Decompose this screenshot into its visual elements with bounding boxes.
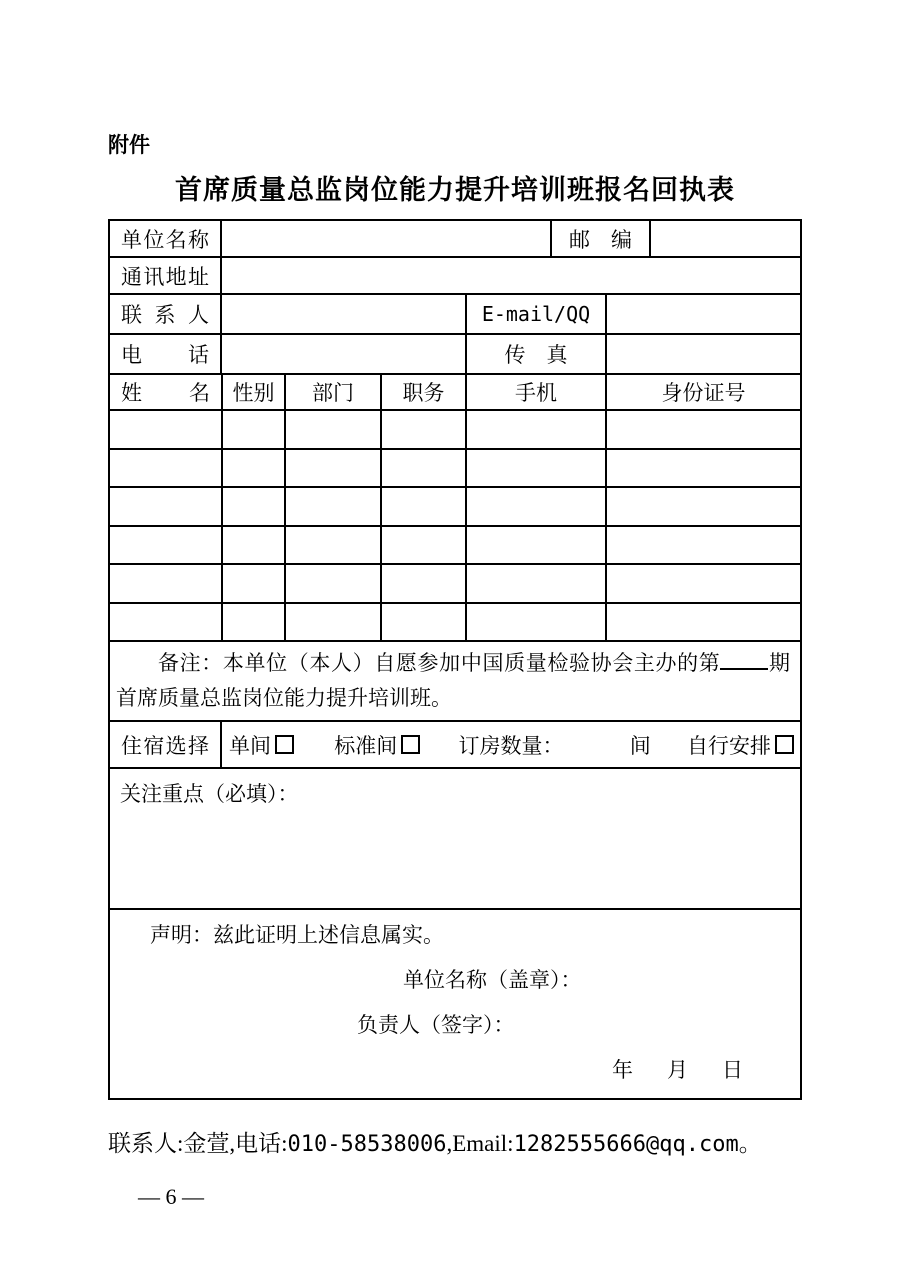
contact-person-field (220, 295, 465, 333)
roster-cell (380, 450, 465, 487)
contact-row (110, 293, 800, 333)
roster-header-mobile: 手机 (465, 375, 605, 409)
roster-row (110, 525, 800, 564)
standard-room-option: 标准间 (334, 734, 420, 758)
roster-cell (284, 411, 380, 448)
roster-cell (221, 604, 284, 641)
roster-header-id-number: 身份证号 (605, 375, 800, 409)
declaration-statement: 声明：兹此证明上述信息属实。 (150, 923, 444, 947)
day-label: 日 (722, 1058, 743, 1082)
roster-row (110, 409, 800, 448)
remark-cell (110, 642, 800, 720)
roster-cell (465, 565, 605, 602)
roster-cell (110, 604, 221, 641)
roster-cell (465, 527, 605, 564)
unit-name-label-cell (110, 221, 220, 256)
date-line (110, 1059, 800, 1082)
contact-separator: ,Email: (446, 1131, 514, 1156)
roster-cell (284, 527, 380, 564)
fax-field (605, 335, 800, 373)
self-arrange-option: 自行安排 (687, 734, 794, 758)
unit-seal-label: 单位名称（盖章）： (403, 968, 582, 992)
remark-tail: 期 (768, 651, 791, 675)
checkbox-icon (401, 735, 420, 754)
remark-lead: 备注：本单位（本人）自愿参加中国质量检验协会主办的第 (158, 651, 721, 675)
phone-field (220, 335, 465, 373)
accommodation-options-cell (220, 722, 800, 767)
remark-line2: 首席质量总监岗位能力提升培训班。 (116, 686, 452, 710)
contact-info-text: 联系人:金萱,电话: (108, 1131, 288, 1156)
address-field (220, 258, 800, 293)
roster-cell (284, 565, 380, 602)
accommodation-label-cell (110, 722, 220, 767)
phone-row (110, 333, 800, 373)
attachment-label: 附件 (108, 134, 150, 157)
roster-cell (221, 565, 284, 602)
declaration-cell (110, 910, 800, 1098)
roster-cell (221, 411, 284, 448)
roster-cell (605, 604, 800, 641)
page-number: — 6 — (138, 1184, 204, 1209)
roster-cell (380, 527, 465, 564)
postal-code-label-cell (550, 221, 649, 256)
email-qq-label: E-mail/QQ (481, 302, 591, 326)
remark-row (110, 640, 800, 720)
focus-row (110, 767, 800, 908)
roster-cell (605, 527, 800, 564)
checkbox-icon (775, 735, 794, 754)
email-qq-label-cell (465, 295, 605, 333)
roster-cell (380, 604, 465, 641)
address-row (110, 256, 800, 293)
roster-cell (110, 411, 221, 448)
signer-label: 负责人（签字）： (357, 1013, 515, 1037)
roster-cell (465, 450, 605, 487)
roster-cell (465, 411, 605, 448)
single-room-option: 单间 (229, 734, 294, 758)
roster-cell (110, 527, 221, 564)
roster-cell (221, 527, 284, 564)
roster-header-name: 姓名 (121, 381, 210, 405)
roster-header-department: 部门 (284, 375, 380, 409)
accommodation-options (222, 730, 794, 760)
unit-name-row (110, 221, 800, 256)
month-label: 月 (667, 1058, 688, 1082)
contact-person-label: 联系人 (121, 303, 209, 327)
roster-header-gender: 性别 (221, 375, 284, 409)
email-address: 1282555666@qq.com (513, 1132, 739, 1157)
email-qq-field (605, 295, 800, 333)
roster-cell (380, 411, 465, 448)
roster-row (110, 448, 800, 487)
roster-header-row (110, 373, 800, 409)
roster-cell (465, 488, 605, 525)
focus-cell (110, 769, 800, 908)
fax-label-cell (465, 335, 605, 373)
roster-row (110, 563, 800, 602)
accommodation-row (110, 720, 800, 767)
roster-cell (465, 604, 605, 641)
roster-cell (110, 488, 221, 525)
registration-form-table (108, 219, 802, 1100)
contact-period: 。 (738, 1131, 762, 1156)
phone-label: 电话 (121, 343, 209, 367)
roster-cell (605, 565, 800, 602)
focus-label: 关注重点（必填）： (120, 782, 299, 806)
roster-cell (605, 411, 800, 448)
checkbox-icon (275, 735, 294, 754)
roster-cell (110, 565, 221, 602)
roster-cell (284, 604, 380, 641)
declaration-row (110, 908, 800, 1098)
fax-label: 传 真 (504, 343, 568, 367)
remark-line1 (116, 646, 790, 681)
rooms-unit-label: 间 (629, 733, 651, 758)
roster-cell (605, 450, 800, 487)
contact-person-label-cell (110, 295, 220, 333)
roster-cell (380, 488, 465, 525)
roster-cell (605, 488, 800, 525)
roster-cell (110, 450, 221, 487)
roster-cell (284, 450, 380, 487)
phone-label-cell (110, 335, 220, 373)
roster-row (110, 602, 800, 641)
phone-number: 010-58538006 (287, 1132, 447, 1157)
roster-cell (284, 488, 380, 525)
unit-name-label: 单位名称 (121, 227, 209, 252)
roster-header-position: 职务 (380, 375, 465, 409)
rooms-count-label: 订房数量： (458, 733, 564, 758)
footer-contact-line (108, 1125, 900, 1158)
roster-row (110, 486, 800, 525)
roster-cell (221, 450, 284, 487)
blank-underline (720, 664, 768, 670)
year-label: 年 (612, 1058, 633, 1082)
roster-cell (380, 565, 465, 602)
address-label-cell (110, 258, 220, 293)
form-title: 首席质量总监岗位能力提升培训班报名回执表 (175, 175, 735, 205)
accommodation-label: 住宿选择 (121, 733, 209, 758)
roster-cell (221, 488, 284, 525)
postal-code-label: 邮 编 (569, 227, 632, 252)
address-label: 通讯地址 (121, 264, 209, 289)
postal-code-field (649, 221, 800, 256)
unit-name-field (220, 221, 550, 256)
